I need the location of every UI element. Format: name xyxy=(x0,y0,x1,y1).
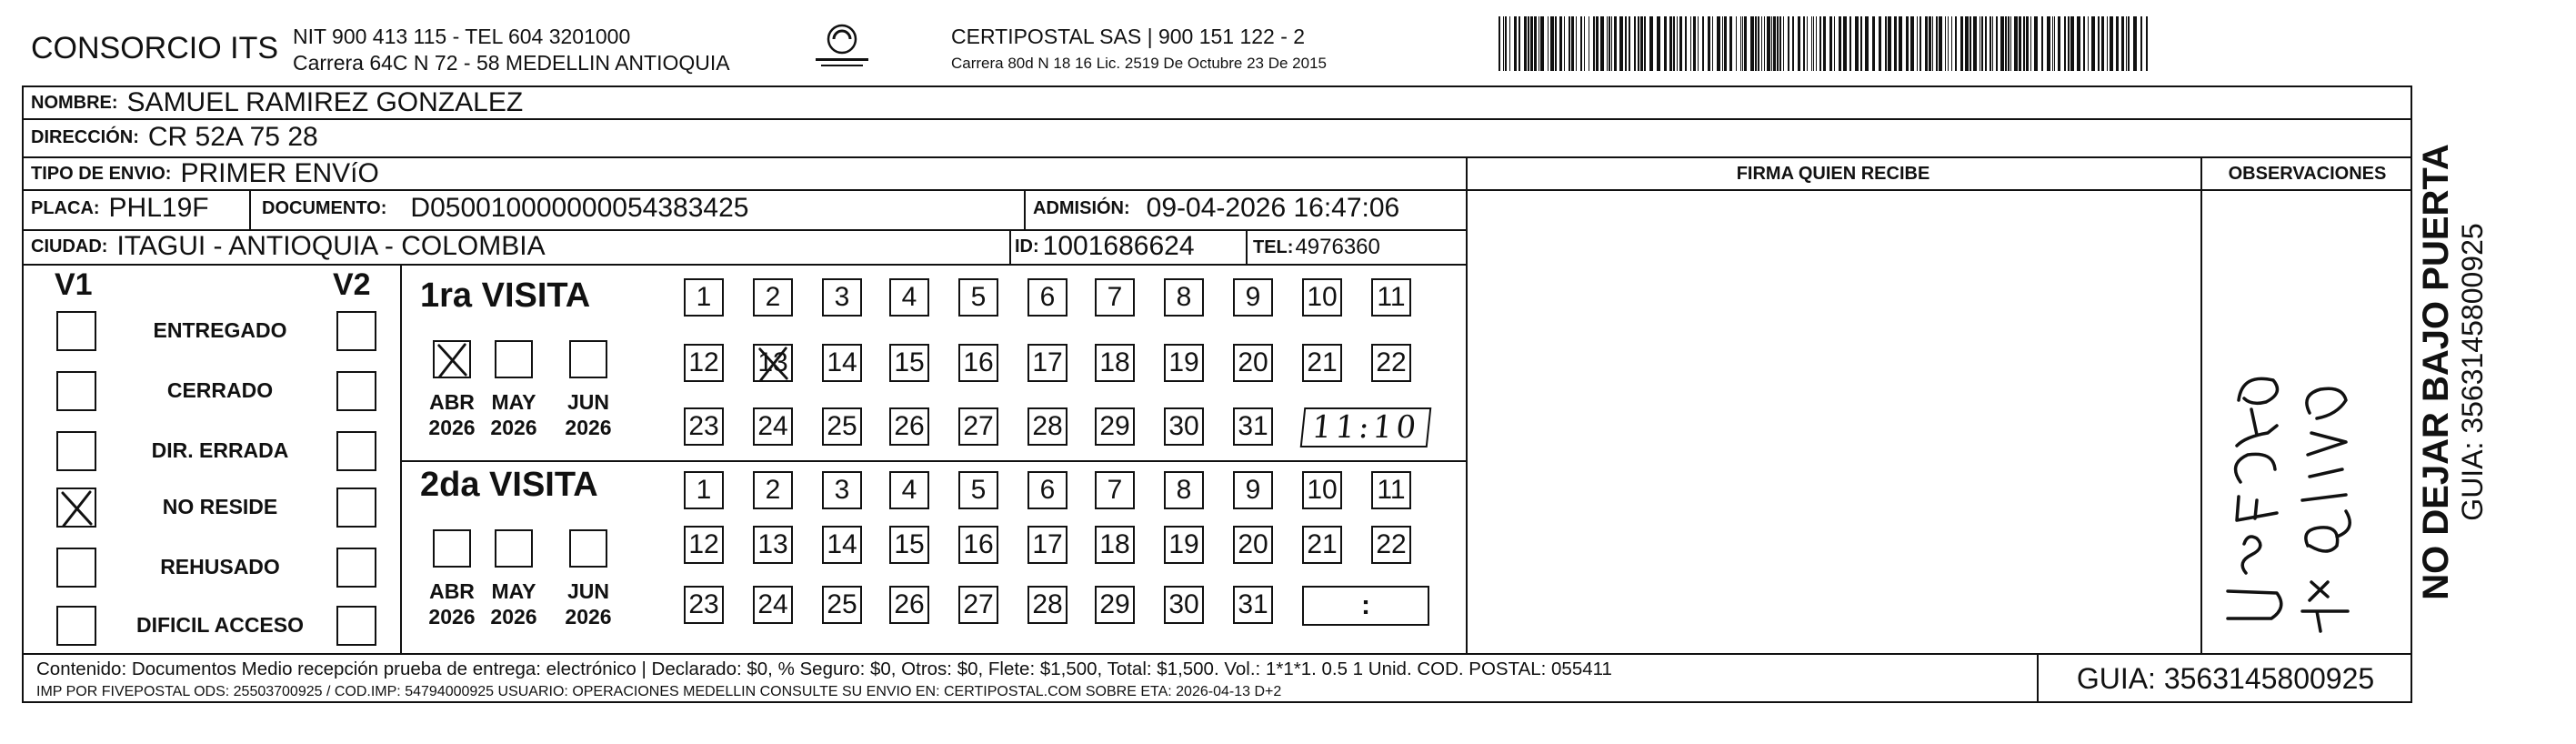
first-visit-day-8[interactable]: 8 xyxy=(1164,278,1204,317)
firma-label: FIRMA QUIEN RECIBE xyxy=(1736,164,1930,184)
guia-number: GUIA: 3563145800925 xyxy=(2076,662,2375,695)
v2-header: V2 xyxy=(333,267,371,302)
first-visit-day-9[interactable]: 9 xyxy=(1233,278,1273,317)
status-label-cerrado: CERRADO xyxy=(166,378,274,402)
first-visit-day-5[interactable]: 5 xyxy=(958,278,998,317)
nombre-value: SAMUEL RAMIREZ GONZALEZ xyxy=(126,87,524,117)
first-visit-day-25[interactable]: 25 xyxy=(822,407,862,446)
v2-checkbox-rehusado[interactable] xyxy=(336,548,376,588)
second-visit-day-25[interactable]: 25 xyxy=(822,586,862,624)
first-visit-month-may-checkbox[interactable] xyxy=(495,340,533,378)
second-visit-day-28[interactable]: 28 xyxy=(1027,586,1067,624)
second-visit-day-8[interactable]: 8 xyxy=(1164,471,1204,509)
v2-checkbox-dificil-acceso[interactable] xyxy=(336,606,376,646)
observaciones-label: OBSERVACIONES xyxy=(2228,164,2387,184)
v2-checkbox-entregado[interactable] xyxy=(336,311,376,351)
first-visit-day-23[interactable]: 23 xyxy=(684,407,724,446)
first-visit-month-abr-checkbox[interactable] xyxy=(433,340,471,378)
second-visit-day-21[interactable]: 21 xyxy=(1302,526,1342,564)
second-visit-day-9[interactable]: 9 xyxy=(1233,471,1273,509)
second-visit-day-17[interactable]: 17 xyxy=(1027,526,1067,564)
second-visit-day-10[interactable]: 10 xyxy=(1302,471,1342,509)
first-visit-day-3[interactable]: 3 xyxy=(822,278,862,317)
second-visit-day-7[interactable]: 7 xyxy=(1095,471,1135,509)
second-visit-day-11[interactable]: 11 xyxy=(1371,471,1411,509)
id-value: 1001686624 xyxy=(1042,231,1195,261)
second-visit-month-abr-checkbox[interactable] xyxy=(433,529,471,568)
admision-field: ADMISIÓN: 09-04-2026 16:47:06 xyxy=(1033,193,1400,223)
second-visit-day-24[interactable]: 24 xyxy=(753,586,793,624)
first-visit-month-label: ABR 2026 xyxy=(428,390,476,439)
first-visit-day-17[interactable]: 17 xyxy=(1027,344,1067,382)
first-visit-day-19[interactable]: 19 xyxy=(1164,344,1204,382)
tipo-envio-field: TIPO DE ENVIO: PRIMER ENVíO xyxy=(31,158,379,188)
direccion-value: CR 52A 75 28 xyxy=(147,122,318,152)
second-visit-day-30[interactable]: 30 xyxy=(1164,586,1204,624)
tel-field: TEL: 4976360 xyxy=(1253,235,1380,259)
first-visit-day-26[interactable]: 26 xyxy=(889,407,929,446)
first-visit-day-24[interactable]: 24 xyxy=(753,407,793,446)
company-address: Carrera 64C N 72 - 58 MEDELLIN ANTIOQUIA xyxy=(293,51,730,75)
ciudad-field: CIUDAD: ITAGUI - ANTIOQUIA - COLOMBIA xyxy=(31,231,546,261)
second-visit-month-may-checkbox[interactable] xyxy=(495,529,533,568)
first-visit-title: 1ra VISITA xyxy=(420,276,591,315)
documento-value: D050010000000054383425 xyxy=(410,193,749,223)
first-visit-day-1[interactable]: 1 xyxy=(684,278,724,317)
second-visit-time-box[interactable]: : xyxy=(1302,586,1429,626)
carrier-name: CERTIPOSTAL SAS | 900 151 122 - 2 xyxy=(951,25,1306,48)
first-visit-day-14[interactable]: 14 xyxy=(822,344,862,382)
status-label-no-reside: NO RESIDE xyxy=(162,495,278,518)
second-visit-day-4[interactable]: 4 xyxy=(889,471,929,509)
ciudad-value: ITAGUI - ANTIOQUIA - COLOMBIA xyxy=(116,231,546,261)
status-label-rehusado: REHUSADO xyxy=(160,555,280,578)
first-visit-day-16[interactable]: 16 xyxy=(958,344,998,382)
first-visit-month-jun-checkbox[interactable] xyxy=(569,340,607,378)
second-visit-day-14[interactable]: 14 xyxy=(822,526,862,564)
carrier-license: Carrera 80d N 18 16 Lic. 2519 De Octubre 23 De 2015 xyxy=(951,55,1327,72)
first-visit-day-21[interactable]: 21 xyxy=(1302,344,1342,382)
status-label-entregado: ENTREGADO xyxy=(153,318,287,342)
first-visit-day-22[interactable]: 22 xyxy=(1371,344,1411,382)
second-visit-day-18[interactable]: 18 xyxy=(1095,526,1135,564)
second-visit-day-19[interactable]: 19 xyxy=(1164,526,1204,564)
second-visit-day-5[interactable]: 5 xyxy=(958,471,998,509)
second-visit-day-3[interactable]: 3 xyxy=(822,471,862,509)
v2-checkbox-cerrado[interactable] xyxy=(336,371,376,411)
tel-value: 4976360 xyxy=(1295,235,1380,259)
first-visit-month-label: JUN 2026 xyxy=(565,390,612,439)
second-visit-day-23[interactable]: 23 xyxy=(684,586,724,624)
placa-field: PLACA: PHL19F xyxy=(31,193,209,223)
placa-value: PHL19F xyxy=(108,193,209,223)
second-visit-month-jun-checkbox[interactable] xyxy=(569,529,607,568)
v1-checkbox-dir-errada[interactable] xyxy=(56,431,96,471)
v1-checkbox-entregado[interactable] xyxy=(56,311,96,351)
v1-checkbox-dificil-acceso[interactable] xyxy=(56,606,96,646)
side-panel xyxy=(2412,85,2492,659)
direccion-field: DIRECCIÓN: CR 52A 75 28 xyxy=(31,122,318,152)
first-visit-day-29[interactable]: 29 xyxy=(1095,407,1135,446)
handwritten-observation xyxy=(2200,273,2412,646)
id-field: ID: 1001686624 xyxy=(1015,231,1195,261)
first-visit-day-6[interactable]: 6 xyxy=(1027,278,1067,317)
v1-checkbox-rehusado[interactable] xyxy=(56,548,96,588)
first-visit-day-31[interactable]: 31 xyxy=(1233,407,1273,446)
first-visit-day-30[interactable]: 30 xyxy=(1164,407,1204,446)
second-visit-day-27[interactable]: 27 xyxy=(958,586,998,624)
second-visit-day-15[interactable]: 15 xyxy=(889,526,929,564)
first-visit-day-10[interactable]: 10 xyxy=(1302,278,1342,317)
second-visit-day-6[interactable]: 6 xyxy=(1027,471,1067,509)
impresion-line: IMP POR FIVEPOSTAL ODS: 25503700925 / COD.IMP: 54794000925 USUARIO: OPERACIONES MEDELLIN CONSULTE SU ENVIO EN: CERTIPOSTAL.COM SOBRE ETA: 2026-04-13 D+2 xyxy=(36,684,1282,699)
company-nit: NIT 900 413 115 - TEL 604 3201000 xyxy=(293,25,631,48)
nombre-field: NOMBRE: SAMUEL RAMIREZ GONZALEZ xyxy=(31,87,524,117)
second-visit-day-2[interactable]: 2 xyxy=(753,471,793,509)
v1-checkbox-cerrado[interactable] xyxy=(56,371,96,411)
v1-checkbox-no-reside[interactable] xyxy=(56,488,96,528)
first-visit-day-27[interactable]: 27 xyxy=(958,407,998,446)
first-visit-day-11[interactable]: 11 xyxy=(1371,278,1411,317)
barcode-icon xyxy=(1498,16,2219,71)
second-visit-title: 2da VISITA xyxy=(420,466,598,504)
second-visit-month-label: ABR 2026 xyxy=(428,579,476,628)
first-visit-day-15[interactable]: 15 xyxy=(889,344,929,382)
status-label-dir-errada: DIR. ERRADA xyxy=(151,438,289,462)
first-visit-day-12[interactable]: 12 xyxy=(684,344,724,382)
first-visit-day-20[interactable]: 20 xyxy=(1233,344,1273,382)
status-label-dificil-acceso: DIFICIL ACCESO xyxy=(135,613,304,637)
first-visit-day-28[interactable]: 28 xyxy=(1027,407,1067,446)
second-visit-day-13[interactable]: 13 xyxy=(753,526,793,564)
second-visit-day-12[interactable]: 12 xyxy=(684,526,724,564)
second-visit-day-22[interactable]: 22 xyxy=(1371,526,1411,564)
first-visit-day-2[interactable]: 2 xyxy=(753,278,793,317)
first-visit-time-box[interactable]: 11:10 xyxy=(1300,407,1432,447)
v1-header: V1 xyxy=(55,267,93,302)
second-visit-day-29[interactable]: 29 xyxy=(1095,586,1135,624)
second-visit-day-26[interactable]: 26 xyxy=(889,586,929,624)
admision-value: 09-04-2026 16:47:06 xyxy=(1146,193,1400,223)
first-visit-day-13[interactable]: 13 xyxy=(753,344,793,382)
second-visit-day-1[interactable]: 1 xyxy=(684,471,724,509)
tipo-envio-value: PRIMER ENVíO xyxy=(180,158,379,188)
second-visit-day-16[interactable]: 16 xyxy=(958,526,998,564)
second-visit-day-20[interactable]: 20 xyxy=(1233,526,1273,564)
v2-checkbox-dir-errada[interactable] xyxy=(336,431,376,471)
contenido-line: Contenido: Documentos Medio recepción prueba de entrega: electrónico | Declarado: $0, % Seguro: $0, Otros: $0, Flete: $1,500, Total: $1,500. Vol.: 1*1*1. 0.5 1 Unid. COD. POSTAL: 055411 xyxy=(36,659,1612,679)
company-name: CONSORCIO ITS xyxy=(31,31,279,65)
first-visit-day-7[interactable]: 7 xyxy=(1095,278,1135,317)
first-visit-day-18[interactable]: 18 xyxy=(1095,344,1135,382)
v2-checkbox-no-reside[interactable] xyxy=(336,488,376,528)
second-visit-month-label: MAY 2026 xyxy=(490,579,537,628)
certipostal-logo-icon xyxy=(812,22,872,71)
second-visit-day-31[interactable]: 31 xyxy=(1233,586,1273,624)
first-visit-day-4[interactable]: 4 xyxy=(889,278,929,317)
documento-field: DOCUMENTO: D050010000000054383425 xyxy=(262,193,749,223)
second-visit-month-label: JUN 2026 xyxy=(565,579,612,628)
no-dejar-bajo-puerta: NO DEJAR BAJO PUERTA GUIA: 3563145800925 xyxy=(2416,144,2489,600)
first-visit-month-label: MAY 2026 xyxy=(490,390,537,439)
